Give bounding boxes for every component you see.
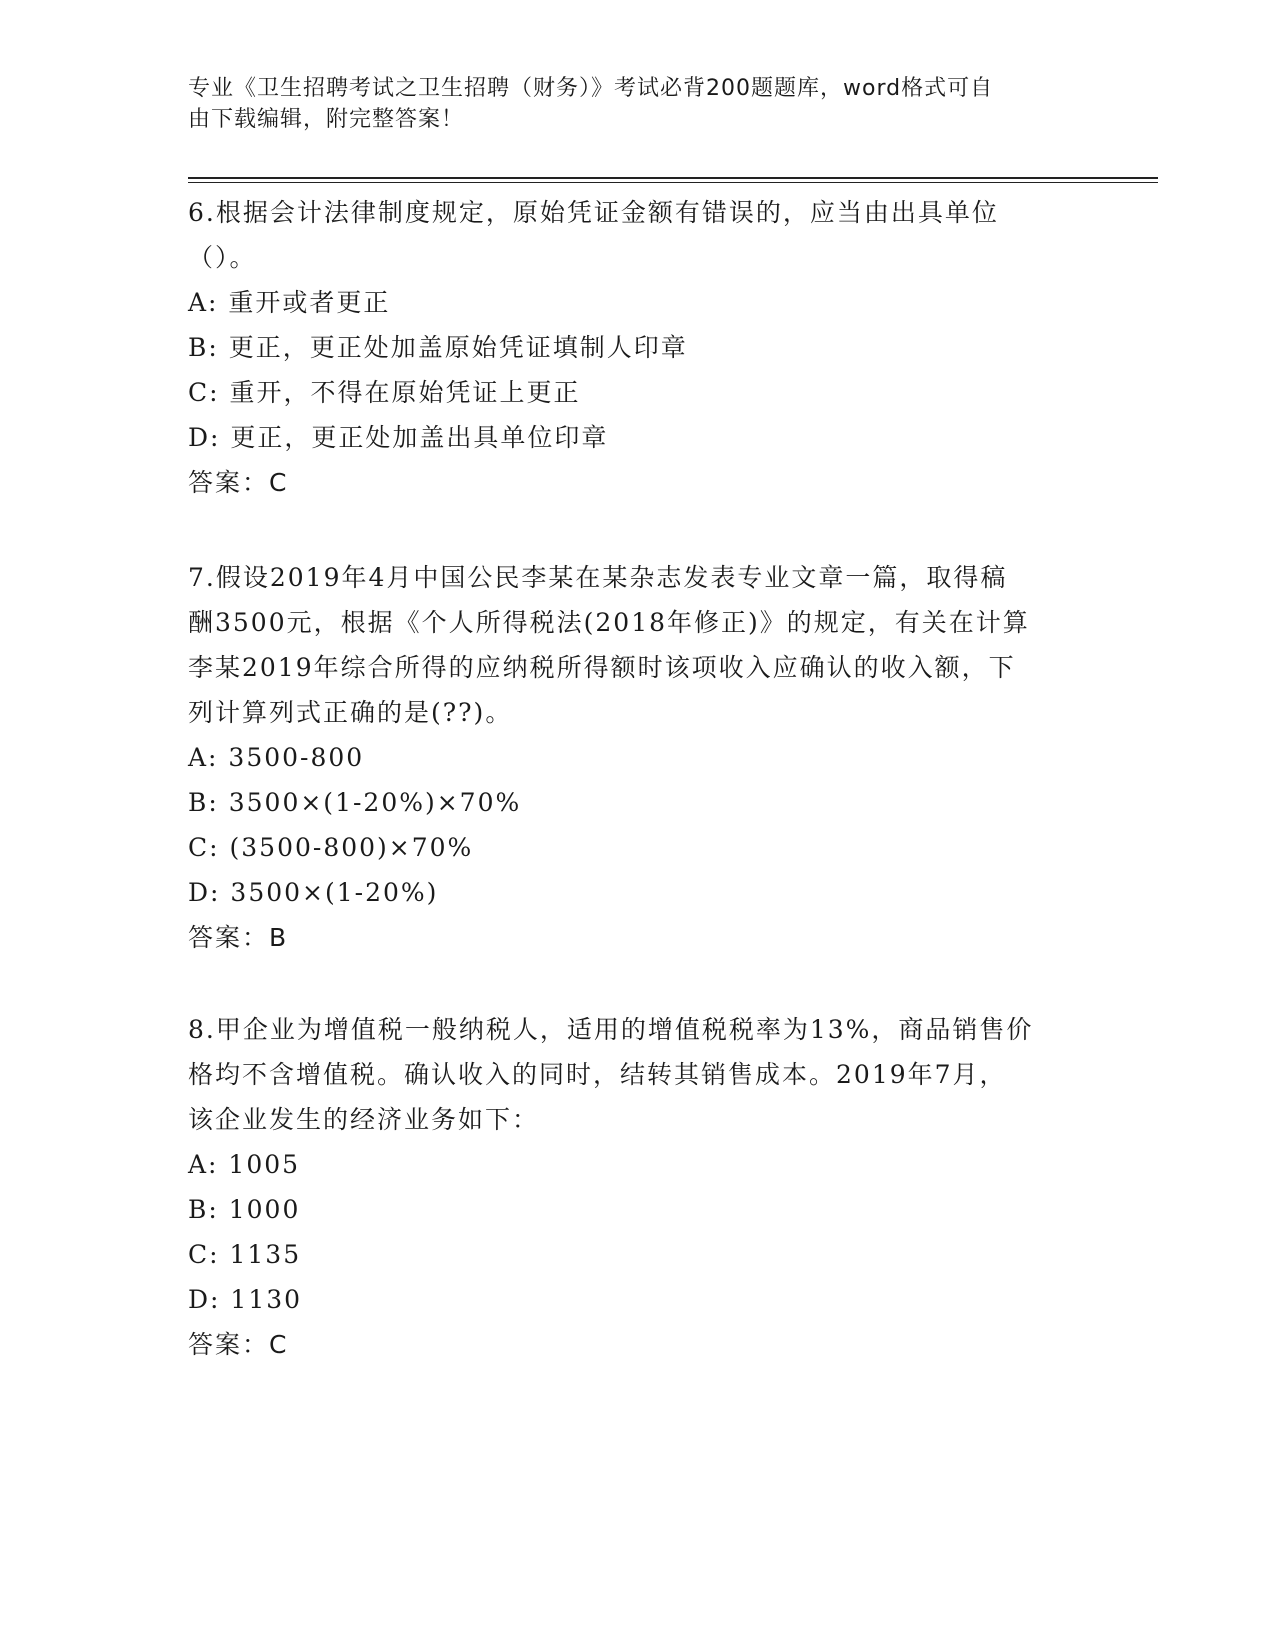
option-d: D: 1130	[188, 1285, 303, 1314]
option-d: D: 更正，更正处加盖出具单位印章	[188, 423, 609, 452]
question-stem-line: 该企业发生的经济业务如下：	[188, 1105, 540, 1134]
answer-line: 答案：C	[188, 468, 289, 497]
question-8	[188, 1007, 1088, 1367]
question-7	[188, 555, 1088, 960]
question-stem-line: 格均不含增值税。确认收入的同时，结转其销售成本。2019年7月，	[188, 1060, 1007, 1089]
question-6	[188, 190, 1088, 505]
header-line-2: 由下载编辑，附完整答案！	[188, 107, 465, 132]
question-stem-line: 6.根据会计法律制度规定，原始凭证金额有错误的，应当由出具单位	[188, 198, 999, 227]
option-b: B: 1000	[188, 1195, 301, 1224]
question-stem-line: （）。	[188, 243, 257, 272]
option-b: B: 3500×(1-20%)×70%	[188, 788, 522, 817]
option-c: C: 重开，不得在原始凭证上更正	[188, 378, 581, 407]
question-stem-line: 酬3500元，根据《个人所得税法(2018年修正)》的规定，有关在计算	[188, 608, 1030, 637]
option-c: C: (3500-800)×70%	[188, 833, 474, 862]
question-stem-line: 李某2019年综合所得的应纳税所得额时该项收入应确认的收入额，下	[188, 653, 1016, 682]
question-stem-line: 8.甲企业为增值税一般纳税人，适用的增值税税率为13%，商品销售价	[188, 1015, 1034, 1044]
header-divider-thick	[188, 177, 1158, 179]
header-line-1: 专业《卫生招聘考试之卫生招聘（财务）》考试必背200题题库，word格式可自	[188, 76, 994, 101]
option-a: A: 重开或者更正	[188, 288, 391, 317]
answer-line: 答案：C	[188, 1330, 289, 1359]
question-stem-line: 列计算列式正确的是(??)。	[188, 698, 513, 727]
document-header	[188, 73, 1068, 135]
option-a: A: 3500-800	[188, 743, 365, 772]
header-divider-thin	[188, 182, 1158, 183]
option-c: C: 1135	[188, 1240, 302, 1269]
option-d: D: 3500×(1-20%)	[188, 878, 439, 907]
question-stem-line: 7.假设2019年4月中国公民李某在某杂志发表专业文章一篇，取得稿	[188, 563, 1008, 592]
option-b: B: 更正，更正处加盖原始凭证填制人印章	[188, 333, 688, 362]
option-a: A: 1005	[188, 1150, 301, 1179]
answer-line: 答案：B	[188, 923, 289, 952]
